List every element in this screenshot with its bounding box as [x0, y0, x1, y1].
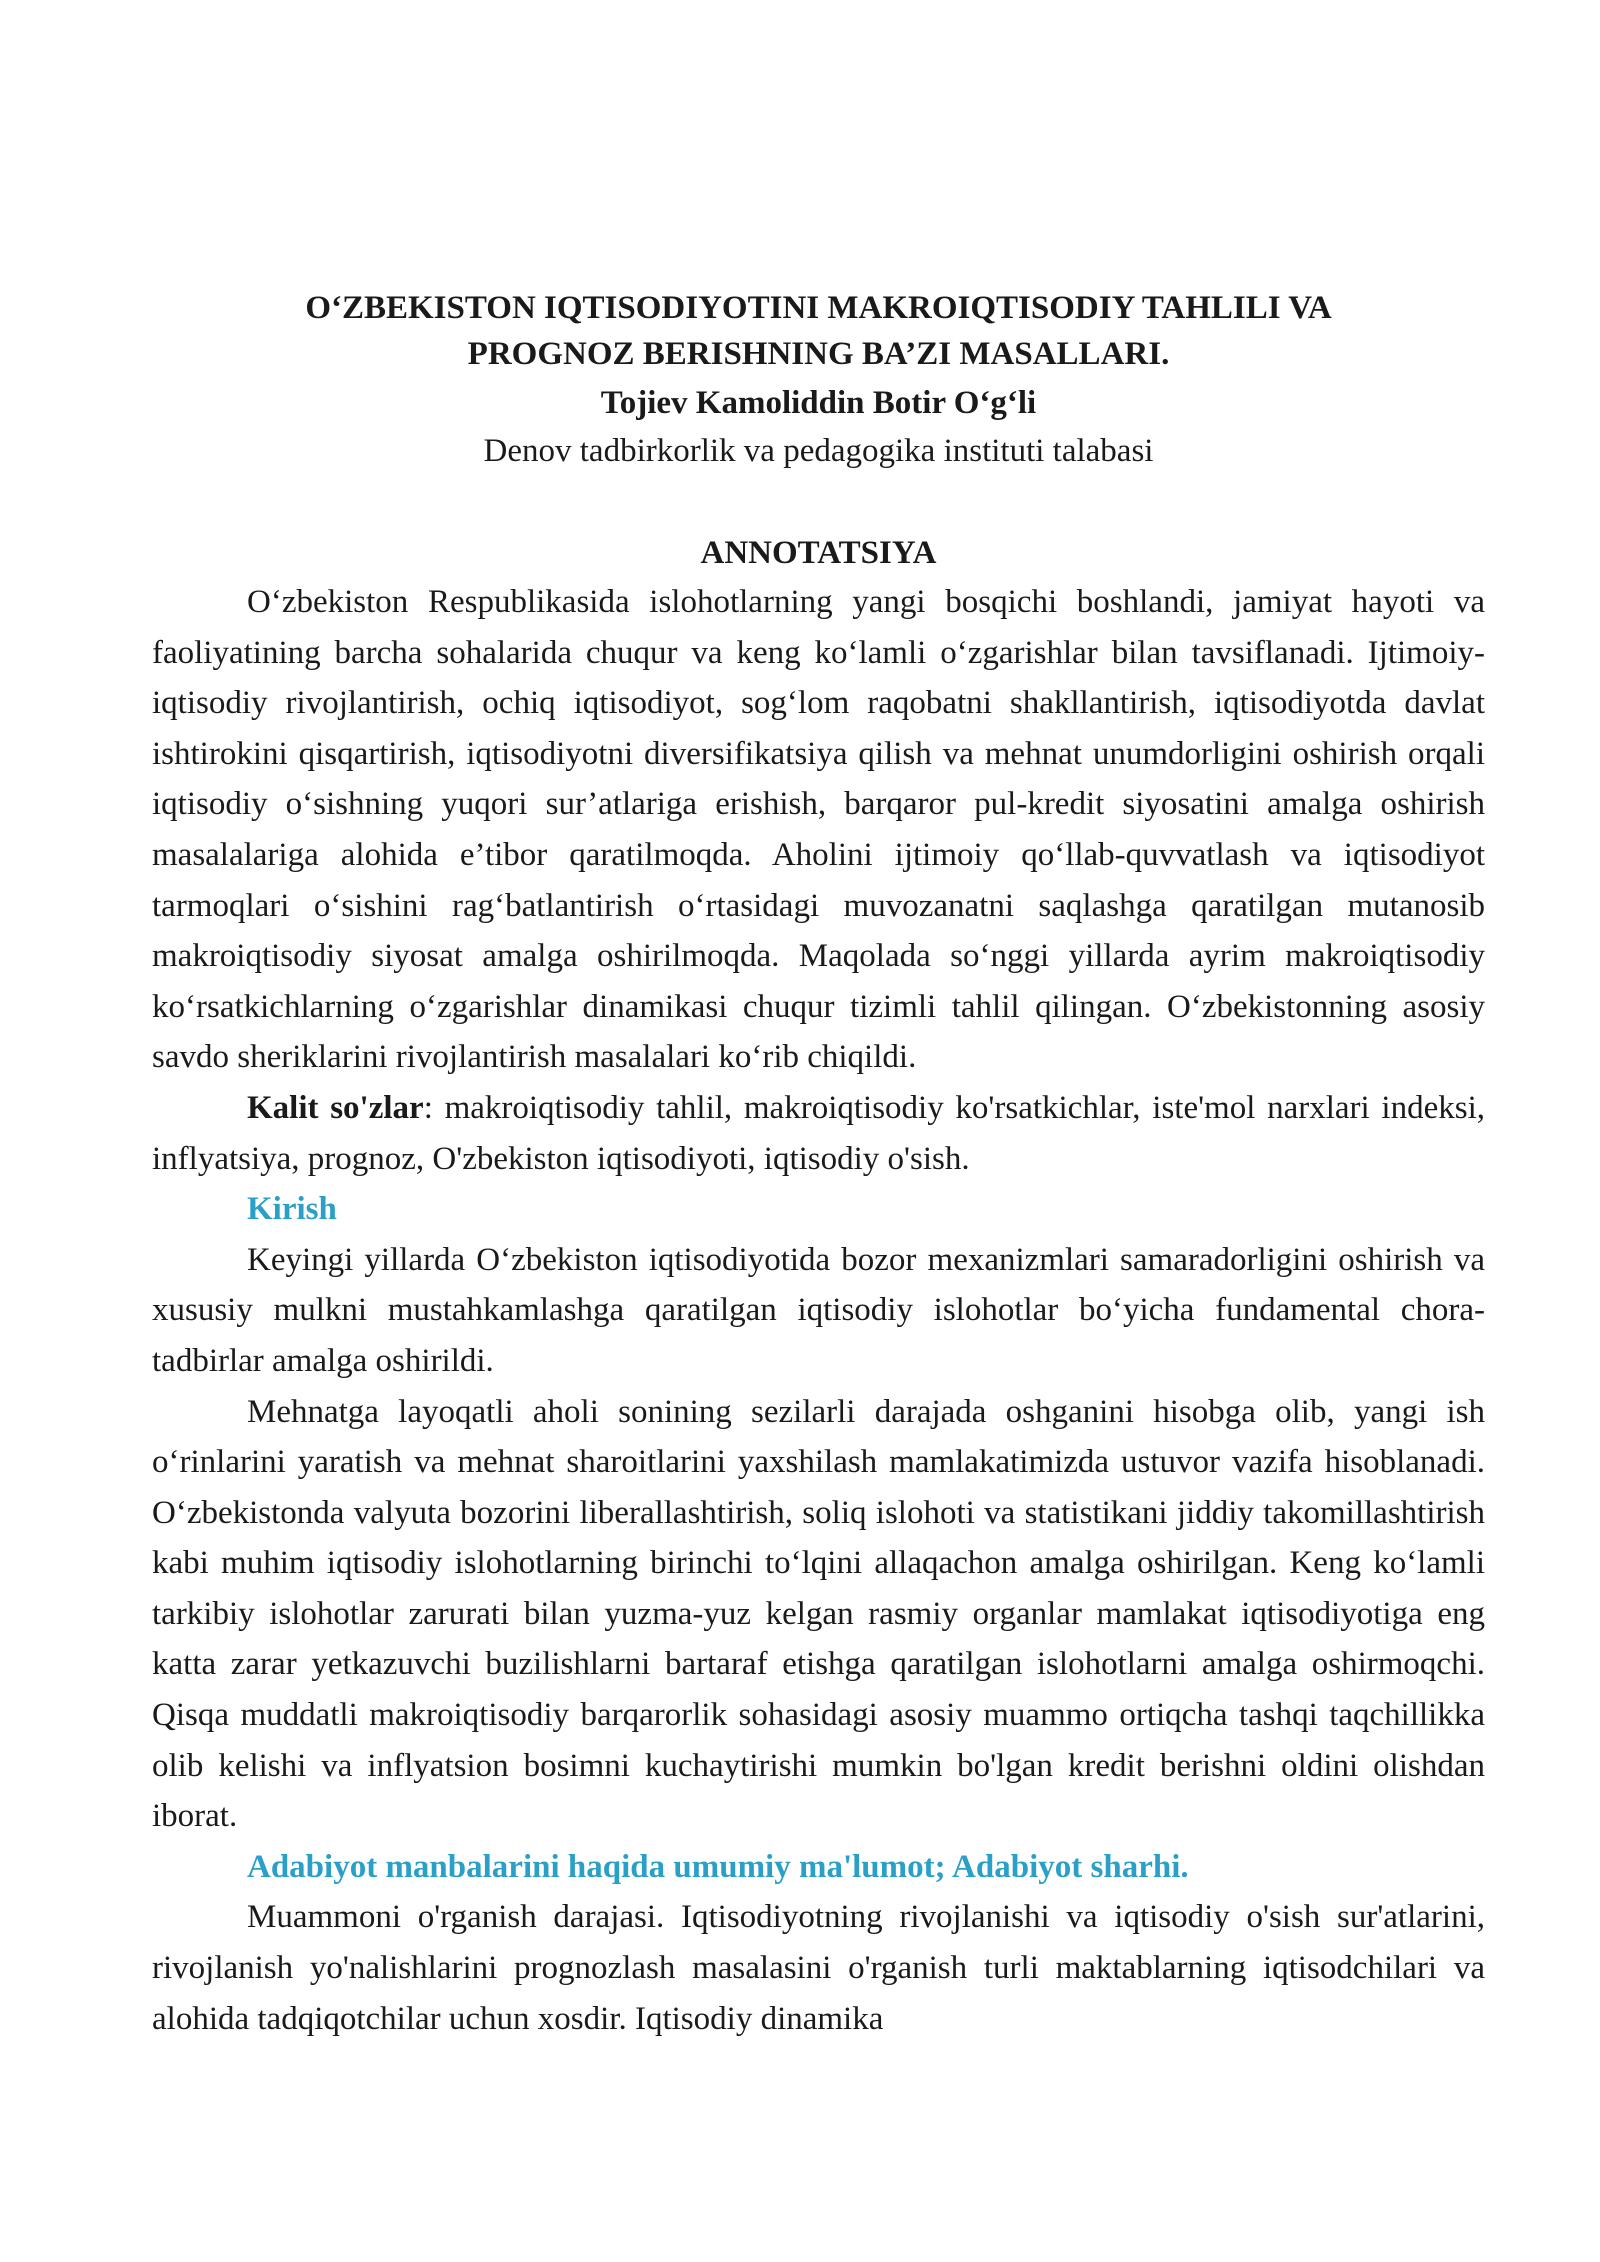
author-affiliation: Denov tadbirkorlik va pedagogika instituti talabasi	[483, 433, 1154, 469]
keywords-label: Kalit so'zlar	[247, 1089, 424, 1126]
keywords-paragraph	[152, 1083, 1485, 1184]
annotation-heading: ANNOTATSIYA	[700, 535, 937, 571]
article-body	[152, 577, 1485, 2044]
intro-paragraph-1: Keyingi yillarda O‘zbekiston iqtisodiyotida bozor mexanizmlari samaradorligini oshirish va xususiy mulkni mustahkamlashga qaratilgan iqtisodiy islohotlar bo‘yicha fundamental chora-tadbirlar amalga oshirildi.	[152, 1241, 1485, 1379]
author-name: Tojiev Kamoliddin Botir O‘g‘li	[600, 385, 1037, 421]
literature-heading: Adabiyot manbalarini haqida umumiy ma'lumot; Adabiyot sharhi.	[247, 1848, 1189, 1885]
article-title	[152, 285, 1485, 377]
literature-paragraph: Muammoni o'rganish darajasi. Iqtisodiyotning rivojlanishi va iqtisodiy o'sish sur'atlarini, rivojlanish yo'nalishlarini prognozlash masalasini o'rganish turli maktablarning iqtisodchilari va alohida tadqiqotchilar uchun xosdir. Iqtisodiy dinamika	[152, 1899, 1485, 2037]
intro-heading: Kirish	[247, 1191, 337, 1228]
title-line-1: O‘ZBEKISTON IQTISODIYOTINI MAKROIQTISODIY TAHLILI VA	[305, 290, 1332, 326]
annotation-paragraph: O‘zbekiston Respublikasida islohotlarning yangi bosqichi boshlandi, jamiyat hayoti va faoliyatining barcha sohalarida chuqur va keng ko‘lamli o‘zgarishlar bilan tavsiflanadi. Ijtimoiy-iqtisodiy rivojlantirish, ochiq iqtisodiyot, sog‘lom raqobatni shakllantirish, iqtisodiyotda davlat ishtirokini qisqartirish, iqtisodiyotni diversifikatsiya qilish va mehnat unumdorligini oshirish orqali iqtisodiy o‘sishning yuqori sur’atlariga erishish, barqaror pul-kredit siyosatini amalga oshirish masalalariga alohida e’tibor qaratilmoqda. Aholini ijtimoiy qo‘llab-quvvatlash va iqtisodiyot tarmoqlari o‘sishini rag‘batlantirish o‘rtasidagi muvozanatni saqlashga qaratilgan mutanosib makroiqtisodiy siyosat amalga oshirilmoqda. Maqolada so‘nggi yillarda ayrim makroiqtisodiy ko‘rsatkichlarning o‘zgarishlar dinamikasi chuqur tizimli tahlil qilingan. O‘zbekistonning asosiy savdo sheriklarini rivojlantirish masalalari ko‘rib chiqildi.	[152, 584, 1485, 1076]
intro-paragraph-2: Mehnatga layoqatli aholi sonining sezilarli darajada oshganini hisobga olib, yangi ish o‘rinlarini yaratish va mehnat sharoitlarini yaxshilash mamlakatimizda ustuvor vazifa hisoblanadi. O‘zbekistonda valyuta bozorini liberallashtirish, soliq islohoti va statistikani jiddiy takomillashtirish kabi muhim iqtisodiy islohotlarning birinchi to‘lqini allaqachon amalga oshirilgan. Keng ko‘lamli tarkibiy islohotlar zarurati bilan yuzma-yuz kelgan rasmiy organlar mamlakat iqtisodiyotiga eng katta zarar yetkazuvchi buzilishlarni bartaraf etishga qaratilgan islohotlarni amalga oshirmoqchi. Qisqa muddatli makroiqtisodiy barqarorlik sohasidagi asosiy muammo ortiqcha tashqi taqchillikka olib kelishi va inflyatsion bosimni kuchaytirishi mumkin bo'lgan kredit berishni oldini olishdan iborat.	[152, 1393, 1485, 1835]
title-line-2: PROGNOZ BERISHNING BA’ZI MASALLARI.	[467, 336, 1170, 372]
keywords-text: : makroiqtisodiy tahlil, makroiqtisodiy ko'rsatkichlar, iste'mol narxlari indeksi, inflyatsiya, prognoz, O'zbekiston iqtisodiyoti, iqtisodiy o'sish.	[152, 1089, 1485, 1177]
